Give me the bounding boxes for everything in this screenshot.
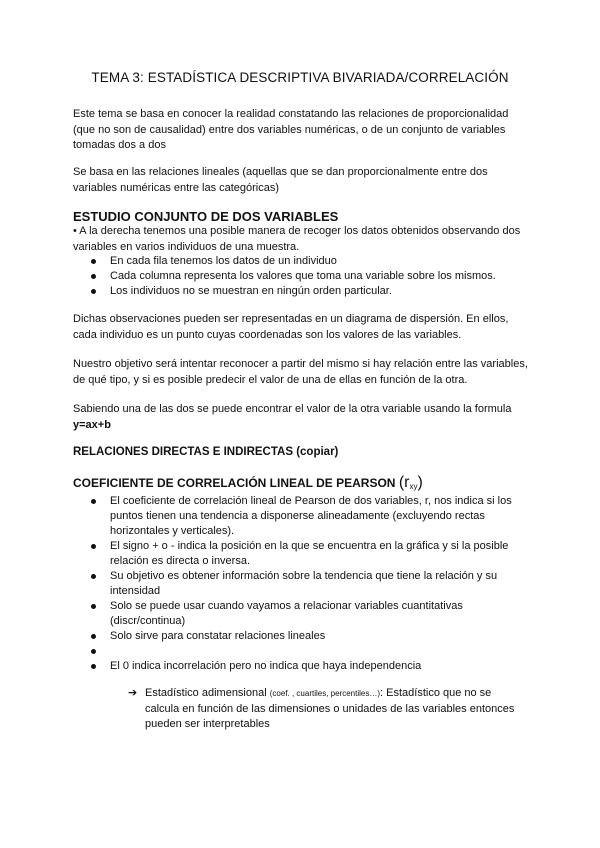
list-item: Cada columna representa los valores que toma una variable sobre los mismos. [91,269,531,284]
arrow-list-item: ➔ Estadístico adimensional (coef. , cuartiles, percentiles…): Estadístico que no se calcula en función de las dimensiones o unidades de las variables entonces pueden ser interpretables [128,687,515,730]
bullet-icon [91,574,96,579]
list-item [91,644,531,659]
section-heading-estudio: ESTUDIO CONJUNTO DE DOS VARIABLES [73,209,339,224]
list-item: Solo sirve para constatar relaciones lineales [91,629,531,644]
list-item: Los individuos no se muestran en ningún orden particular. [91,284,531,299]
list-item: El coeficiente de correlación lineal de Pearson de dos variables, r, nos indica si los puntos tienen una tendencia a disponerse alineadamente (excluyendo rectas horizontales y verticales). [91,494,531,539]
pearson-symbol: $(r_{xy})$ [398,474,423,491]
bullet-icon [91,499,96,504]
estudio-lead-paragraph: • A la derecha tenemos una posible manera de recoger los datos obtenidos observando dos variables en varios individuos de una muestra. [73,225,521,253]
formula-paragraph: Sabiendo una de las dos se puede encontrar el valor de la otra variable usando la formula y=ax+b [73,403,512,431]
objetivo-paragraph: Nuestro objetivo será intentar reconocer a partir del mismo si hay relación entre las variables, de qué tipo, y si es posible predecir el valor de una de ellas en función de la otra. [73,358,528,386]
list-item: El 0 indica incorrelación pero no indica que haya independencia [91,659,531,674]
section-heading-relaciones: RELACIONES DIRECTAS E INDIRECTAS (copiar) [73,446,339,458]
bullet-icon [91,664,96,669]
bullet-icon [91,259,96,264]
bullet-icon [91,604,96,609]
pearson-bullet-list [91,494,531,674]
bullet-icon [91,544,96,549]
list-item: En cada fila tenemos los datos de un individuo [91,254,531,269]
dispersion-paragraph: Dichas observaciones pueden ser representadas en un diagrama de dispersión. En ellos, cada individuo es un punto cuyas coordenadas son los valores de las variables. [73,313,509,341]
list-item: Su objetivo es obtener información sobre la tendencia que tiene la relación y su intensidad [91,569,531,599]
intro-paragraph-1: Este tema se basa en conocer la realidad constatando las relaciones de proporcionalidad (que no son de causalidad) entre dos variables numéricas, o de un conjunto de variables tomadas dos a dos [73,108,509,151]
list-item: Solo se puede usar cuando vayamos a relacionar variables cuantitativas (discr/continua) [91,599,531,629]
formula-text: y=ax+b [73,418,111,431]
bullet-icon [91,274,96,279]
list-item: El signo + o - indica la posición en la que se encuentra en la gráfica y si la posible relación es directa o inversa. [91,539,531,569]
intro-paragraph-2: Se basa en las relaciones lineales (aquellas que se dan proporcionalmente entre dos variables numéricas entre las categóricas) [73,166,488,194]
bullet-icon [91,649,96,654]
page-title: TEMA 3: ESTADÍSTICA DESCRIPTIVA BIVARIADA/CORRELACIÓN [91,70,509,85]
bullet-icon [91,634,96,639]
bullet-icon [91,289,96,294]
section-heading-pearson: COEFICIENTE DE CORRELACIÓN LINEAL DE PEARSON $(r_{xy})$ [73,474,423,491]
arrow-icon: ➔ [128,687,138,699]
estudio-bullet-list [91,254,531,299]
